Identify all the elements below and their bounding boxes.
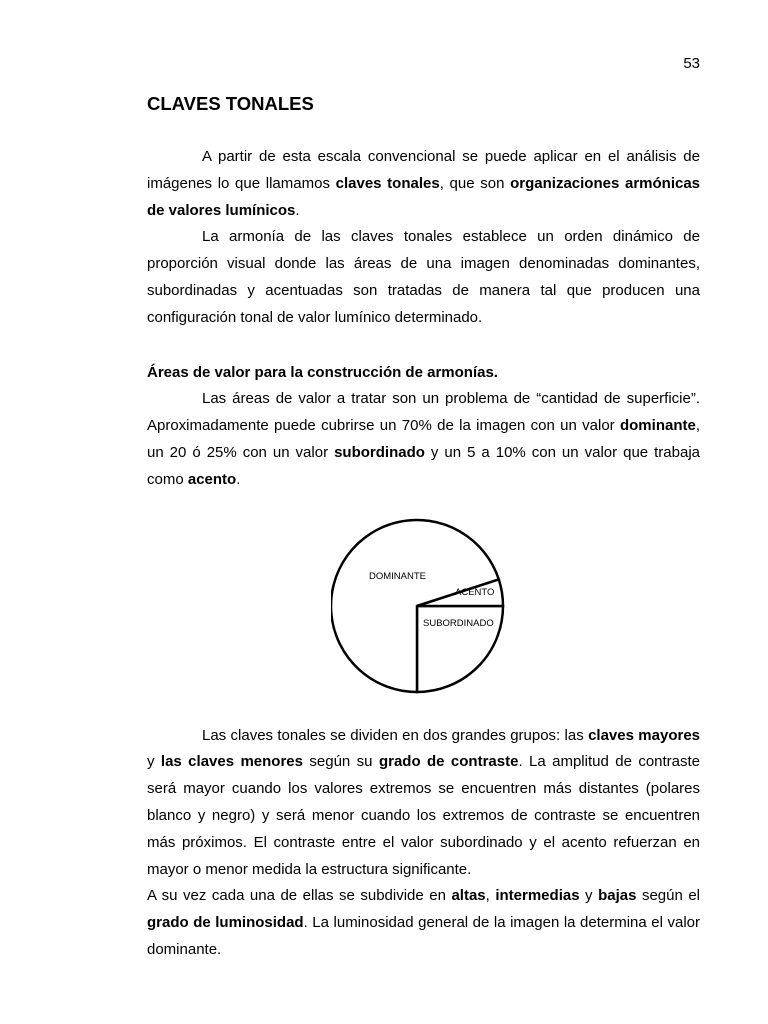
- paragraph-5-text-1: A su vez cada una de ellas se subdivide en: [147, 887, 452, 905]
- paragraph-5-text-5: . La luminosidad general de la imagen la determina el valor dominante.: [147, 914, 700, 958]
- term-dominante: dominante: [619, 417, 696, 435]
- paragraph-1-text-3: .: [295, 201, 300, 219]
- section-subheading: Áreas de valor para la construcción de armonías.: [147, 363, 498, 381]
- term-bajas: bajas: [598, 887, 637, 905]
- paragraph-3-text-3: y un 5 a 10% con un valor que trabaja como: [147, 443, 700, 488]
- term-claves-tonales: claves tonales: [335, 174, 440, 192]
- paragraph-3: [147, 386, 700, 493]
- paragraph-1: [147, 144, 700, 224]
- pie-label-subordinado: SUBORDINADO: [423, 617, 494, 629]
- paragraph-4-text-3: según su: [303, 753, 379, 771]
- term-acento: acento: [187, 470, 237, 488]
- paragraph-3-text-1: Las áreas de valor a tratar son un problema de “cantidad de superficie”. Aproximadamente puede cubrirse un 70% de la imagen con un valor: [147, 390, 700, 435]
- term-claves-menores: las claves menores: [160, 753, 303, 771]
- paragraph-3-text-4: .: [236, 470, 241, 488]
- pie-label-dominante: DOMINANTE: [369, 570, 426, 582]
- paragraph-1-text-1: A partir de esta escala convencional se puede aplicar en el análisis de imágenes lo que llamamos: [147, 148, 700, 192]
- pie-chart: [331, 517, 521, 707]
- term-organizaciones-armonicas: organizaciones armónicas de valores lumínicos: [147, 174, 701, 219]
- pie-chart-container: [147, 517, 700, 707]
- page-title: CLAVES TONALES: [147, 93, 314, 114]
- term-altas: altas: [451, 887, 486, 905]
- term-subordinado: subordinado: [334, 443, 425, 461]
- page-number: 53: [683, 55, 700, 72]
- paragraph-5-text-2: ,: [485, 887, 496, 905]
- paragraph-4-text-2: y: [147, 753, 161, 771]
- term-grado-de-contraste: grado de contraste: [378, 753, 519, 771]
- pie-label-acento: ACENTO: [455, 586, 495, 598]
- term-claves-mayores: claves mayores: [588, 726, 700, 744]
- document-body: [147, 92, 700, 964]
- paragraph-4-text-1: Las claves tonales se dividen en dos grandes grupos: las: [202, 726, 589, 744]
- paragraph-4-text-4: . La amplitud de contraste será mayor cuando los valores extremos se encuentren más distantes (polares blanco y negro) y será menor cuando los extremos de contraste se encuentren más próximos. El contraste entre el valor subordinado y el acento refuerzan en mayor o menor medida la estructura significante.: [147, 753, 701, 878]
- paragraph-5-text-3: y: [579, 887, 599, 905]
- paragraph-1-text-2: , que son: [439, 174, 511, 192]
- term-grado-de-luminosidad: grado de luminosidad: [147, 914, 304, 932]
- term-intermedias: intermedias: [495, 887, 580, 905]
- paragraph-5-text-4: según el: [636, 887, 700, 905]
- paragraph-5: [147, 883, 700, 963]
- paragraph-2: La armonía de las claves tonales establece un orden dinámico de proporción visual donde las áreas de una imagen denominadas dominantes, subordinadas y acentuadas son tratadas de manera tal que producen una configuración tonal de valor lumínico determinado.: [147, 228, 700, 326]
- paragraph-4: [147, 723, 700, 884]
- paragraph-3-text-2: , un 20 ó 25% con un valor: [147, 417, 700, 461]
